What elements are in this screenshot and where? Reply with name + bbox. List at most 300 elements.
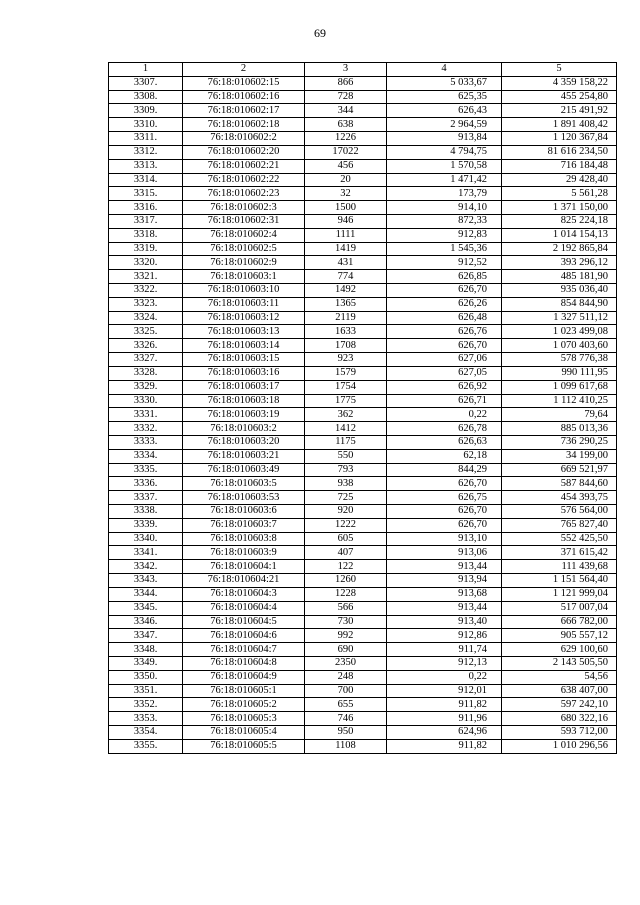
row-number-cell: 3318. xyxy=(109,228,183,242)
row-number-cell: 3325. xyxy=(109,325,183,339)
table-row xyxy=(109,491,617,505)
area-cell: 946 xyxy=(305,214,387,228)
specific-value-cell: 626,76 xyxy=(387,325,502,339)
cadastral-value-cell: 885 013,36 xyxy=(502,422,617,436)
specific-value-cell: 626,63 xyxy=(387,435,502,449)
row-number-cell: 3353. xyxy=(109,712,183,726)
cadastral-value-cell: 765 827,40 xyxy=(502,518,617,532)
table-row xyxy=(109,311,617,325)
area-cell: 344 xyxy=(305,104,387,118)
row-number-cell: 3332. xyxy=(109,422,183,436)
area-cell: 32 xyxy=(305,187,387,201)
specific-value-cell: 626,70 xyxy=(387,284,502,298)
cadastral-value-cell: 2 192 865,84 xyxy=(502,242,617,256)
cadastral-number-cell: 76:18:010602:9 xyxy=(183,256,305,270)
specific-value-cell: 1 471,42 xyxy=(387,173,502,187)
row-number-cell: 3343. xyxy=(109,574,183,588)
specific-value-cell: 627,05 xyxy=(387,366,502,380)
specific-value-cell: 911,96 xyxy=(387,712,502,726)
cadastral-number-cell: 76:18:010604:1 xyxy=(183,560,305,574)
cadastral-number-cell: 76:18:010604:5 xyxy=(183,615,305,629)
cadastral-number-cell: 76:18:010604:7 xyxy=(183,643,305,657)
cadastral-number-cell: 76:18:010605:4 xyxy=(183,726,305,740)
row-number-cell: 3348. xyxy=(109,643,183,657)
cadastral-number-cell: 76:18:010603:18 xyxy=(183,394,305,408)
area-cell: 1226 xyxy=(305,132,387,146)
cadastral-value-cell: 29 428,40 xyxy=(502,173,617,187)
cadastral-value-cell: 1 014 154,13 xyxy=(502,228,617,242)
area-cell: 2350 xyxy=(305,656,387,670)
specific-value-cell: 913,84 xyxy=(387,132,502,146)
specific-value-cell: 625,35 xyxy=(387,90,502,104)
table-row xyxy=(109,187,617,201)
specific-value-cell: 626,70 xyxy=(387,505,502,519)
table-row xyxy=(109,353,617,367)
cadastral-value-cell: 455 254,80 xyxy=(502,90,617,104)
specific-value-cell: 0,22 xyxy=(387,670,502,684)
cadastral-value-cell: 4 359 158,22 xyxy=(502,76,617,90)
table-row xyxy=(109,435,617,449)
area-cell: 605 xyxy=(305,532,387,546)
cadastral-value-cell: 638 407,00 xyxy=(502,684,617,698)
specific-value-cell: 627,06 xyxy=(387,353,502,367)
cadastral-number-cell: 76:18:010605:3 xyxy=(183,712,305,726)
cadastral-number-cell: 76:18:010603:16 xyxy=(183,366,305,380)
specific-value-cell: 626,85 xyxy=(387,270,502,284)
area-cell: 655 xyxy=(305,698,387,712)
cadastral-value-cell: 716 184,48 xyxy=(502,159,617,173)
cadastral-number-cell: 76:18:010603:17 xyxy=(183,380,305,394)
cadastral-value-cell: 454 393,75 xyxy=(502,491,617,505)
table-row xyxy=(109,574,617,588)
table-row xyxy=(109,284,617,298)
cadastral-value-cell: 79,64 xyxy=(502,408,617,422)
specific-value-cell: 626,78 xyxy=(387,422,502,436)
area-cell: 728 xyxy=(305,90,387,104)
cadastral-value-cell: 587 844,60 xyxy=(502,477,617,491)
row-number-cell: 3344. xyxy=(109,587,183,601)
area-cell: 1412 xyxy=(305,422,387,436)
cadastral-value-cell: 81 616 234,50 xyxy=(502,145,617,159)
area-cell: 938 xyxy=(305,477,387,491)
cadastral-value-cell: 935 036,40 xyxy=(502,284,617,298)
specific-value-cell: 626,92 xyxy=(387,380,502,394)
table-row xyxy=(109,422,617,436)
table-row xyxy=(109,214,617,228)
area-cell: 550 xyxy=(305,449,387,463)
row-number-cell: 3328. xyxy=(109,366,183,380)
table-row xyxy=(109,684,617,698)
cadastral-number-cell: 76:18:010602:15 xyxy=(183,76,305,90)
cadastral-number-cell: 76:18:010603:21 xyxy=(183,449,305,463)
cadastral-value-cell: 680 322,16 xyxy=(502,712,617,726)
row-number-cell: 3334. xyxy=(109,449,183,463)
area-cell: 1419 xyxy=(305,242,387,256)
cadastral-number-cell: 76:18:010603:53 xyxy=(183,491,305,505)
row-number-cell: 3316. xyxy=(109,201,183,215)
row-number-cell: 3319. xyxy=(109,242,183,256)
cadastral-value-cell: 1 121 999,04 xyxy=(502,587,617,601)
cadastral-value-cell: 215 491,92 xyxy=(502,104,617,118)
area-cell: 746 xyxy=(305,712,387,726)
table-row xyxy=(109,560,617,574)
table-row xyxy=(109,505,617,519)
cadastral-value-cell: 669 521,97 xyxy=(502,463,617,477)
cadastral-number-cell: 76:18:010604:4 xyxy=(183,601,305,615)
column-header-3: 3 xyxy=(305,63,387,77)
cadastral-number-cell: 76:18:010603:7 xyxy=(183,518,305,532)
specific-value-cell: 1 570,58 xyxy=(387,159,502,173)
area-cell: 1111 xyxy=(305,228,387,242)
cadastral-value-cell: 1 371 150,00 xyxy=(502,201,617,215)
area-cell: 456 xyxy=(305,159,387,173)
table-row xyxy=(109,173,617,187)
cadastral-value-cell: 1 023 499,08 xyxy=(502,325,617,339)
table-row xyxy=(109,587,617,601)
table-row xyxy=(109,726,617,740)
cadastral-value-cell: 371 615,42 xyxy=(502,546,617,560)
table-row xyxy=(109,270,617,284)
specific-value-cell: 626,70 xyxy=(387,518,502,532)
table-row xyxy=(109,339,617,353)
table-row xyxy=(109,145,617,159)
area-cell: 950 xyxy=(305,726,387,740)
cadastral-value-cell: 666 782,00 xyxy=(502,615,617,629)
cadastral-number-cell: 76:18:010604:21 xyxy=(183,574,305,588)
row-number-cell: 3338. xyxy=(109,505,183,519)
specific-value-cell: 912,52 xyxy=(387,256,502,270)
row-number-cell: 3307. xyxy=(109,76,183,90)
cadastral-number-cell: 76:18:010603:14 xyxy=(183,339,305,353)
row-number-cell: 3345. xyxy=(109,601,183,615)
cadastral-value-cell: 34 199,00 xyxy=(502,449,617,463)
area-cell: 730 xyxy=(305,615,387,629)
table-row xyxy=(109,256,617,270)
row-number-cell: 3323. xyxy=(109,297,183,311)
cadastral-number-cell: 76:18:010603:49 xyxy=(183,463,305,477)
area-cell: 431 xyxy=(305,256,387,270)
table-row xyxy=(109,643,617,657)
specific-value-cell: 0,22 xyxy=(387,408,502,422)
cadastral-value-cell: 593 712,00 xyxy=(502,726,617,740)
row-number-cell: 3329. xyxy=(109,380,183,394)
row-number-cell: 3322. xyxy=(109,284,183,298)
area-cell: 866 xyxy=(305,76,387,90)
cadastral-number-cell: 76:18:010604:9 xyxy=(183,670,305,684)
row-number-cell: 3315. xyxy=(109,187,183,201)
table-row xyxy=(109,132,617,146)
cadastral-number-cell: 76:18:010602:3 xyxy=(183,201,305,215)
cadastral-value-cell: 578 776,38 xyxy=(502,353,617,367)
cadastral-value-cell: 517 007,04 xyxy=(502,601,617,615)
area-cell: 1260 xyxy=(305,574,387,588)
cadastral-value-cell: 854 844,90 xyxy=(502,297,617,311)
row-number-cell: 3350. xyxy=(109,670,183,684)
cadastral-number-cell: 76:18:010602:23 xyxy=(183,187,305,201)
specific-value-cell: 913,44 xyxy=(387,560,502,574)
area-cell: 923 xyxy=(305,353,387,367)
specific-value-cell: 2 964,59 xyxy=(387,118,502,132)
specific-value-cell: 911,74 xyxy=(387,643,502,657)
table-row xyxy=(109,408,617,422)
cadastral-number-cell: 76:18:010602:16 xyxy=(183,90,305,104)
row-number-cell: 3327. xyxy=(109,353,183,367)
table-row xyxy=(109,228,617,242)
page-number: 69 xyxy=(314,26,326,40)
cadastral-number-cell: 76:18:010604:8 xyxy=(183,656,305,670)
row-number-cell: 3340. xyxy=(109,532,183,546)
row-number-cell: 3317. xyxy=(109,214,183,228)
specific-value-cell: 913,10 xyxy=(387,532,502,546)
row-number-cell: 3330. xyxy=(109,394,183,408)
area-cell: 1754 xyxy=(305,380,387,394)
cadastral-value-cell: 1 120 367,84 xyxy=(502,132,617,146)
area-cell: 407 xyxy=(305,546,387,560)
row-number-cell: 3310. xyxy=(109,118,183,132)
area-cell: 1492 xyxy=(305,284,387,298)
cadastral-value-cell: 629 100,60 xyxy=(502,643,617,657)
column-header-1: 1 xyxy=(109,63,183,77)
cadastral-number-cell: 76:18:010603:13 xyxy=(183,325,305,339)
cadastral-value-table xyxy=(108,62,617,754)
cadastral-number-cell: 76:18:010603:12 xyxy=(183,311,305,325)
cadastral-value-cell: 1 070 403,60 xyxy=(502,339,617,353)
cadastral-number-cell: 76:18:010603:11 xyxy=(183,297,305,311)
table-row xyxy=(109,615,617,629)
specific-value-cell: 913,06 xyxy=(387,546,502,560)
column-header-5: 5 xyxy=(502,63,617,77)
area-cell: 920 xyxy=(305,505,387,519)
row-number-cell: 3314. xyxy=(109,173,183,187)
area-cell: 1108 xyxy=(305,739,387,753)
cadastral-number-cell: 76:18:010603:10 xyxy=(183,284,305,298)
specific-value-cell: 626,43 xyxy=(387,104,502,118)
specific-value-cell: 4 794,75 xyxy=(387,145,502,159)
cadastral-number-cell: 76:18:010602:22 xyxy=(183,173,305,187)
row-number-cell: 3352. xyxy=(109,698,183,712)
table-row xyxy=(109,394,617,408)
table-row xyxy=(109,366,617,380)
table-row xyxy=(109,380,617,394)
row-number-cell: 3311. xyxy=(109,132,183,146)
specific-value-cell: 872,33 xyxy=(387,214,502,228)
cadastral-number-cell: 76:18:010602:18 xyxy=(183,118,305,132)
specific-value-cell: 912,86 xyxy=(387,629,502,643)
cadastral-value-cell: 111 439,68 xyxy=(502,560,617,574)
cadastral-value-cell: 552 425,50 xyxy=(502,532,617,546)
specific-value-cell: 913,40 xyxy=(387,615,502,629)
table-row xyxy=(109,201,617,215)
cadastral-value-cell: 736 290,25 xyxy=(502,435,617,449)
table-row xyxy=(109,159,617,173)
row-number-cell: 3326. xyxy=(109,339,183,353)
table-row xyxy=(109,739,617,753)
area-cell: 566 xyxy=(305,601,387,615)
table-row xyxy=(109,242,617,256)
cadastral-number-cell: 76:18:010605:1 xyxy=(183,684,305,698)
cadastral-value-cell: 597 242,10 xyxy=(502,698,617,712)
cadastral-value-cell: 5 561,28 xyxy=(502,187,617,201)
area-cell: 1222 xyxy=(305,518,387,532)
row-number-cell: 3347. xyxy=(109,629,183,643)
area-cell: 248 xyxy=(305,670,387,684)
area-cell: 1365 xyxy=(305,297,387,311)
row-number-cell: 3342. xyxy=(109,560,183,574)
table-row xyxy=(109,76,617,90)
area-cell: 1708 xyxy=(305,339,387,353)
row-number-cell: 3313. xyxy=(109,159,183,173)
specific-value-cell: 913,68 xyxy=(387,587,502,601)
row-number-cell: 3349. xyxy=(109,656,183,670)
table-row xyxy=(109,325,617,339)
cadastral-number-cell: 76:18:010602:17 xyxy=(183,104,305,118)
cadastral-value-cell: 905 557,12 xyxy=(502,629,617,643)
area-cell: 638 xyxy=(305,118,387,132)
specific-value-cell: 912,13 xyxy=(387,656,502,670)
cadastral-number-cell: 76:18:010603:1 xyxy=(183,270,305,284)
area-cell: 725 xyxy=(305,491,387,505)
area-cell: 362 xyxy=(305,408,387,422)
table-row xyxy=(109,601,617,615)
table-row xyxy=(109,518,617,532)
specific-value-cell: 626,26 xyxy=(387,297,502,311)
specific-value-cell: 912,01 xyxy=(387,684,502,698)
table-row xyxy=(109,698,617,712)
cadastral-number-cell: 76:18:010604:6 xyxy=(183,629,305,643)
table-body xyxy=(109,76,617,753)
area-cell: 1579 xyxy=(305,366,387,380)
specific-value-cell: 913,94 xyxy=(387,574,502,588)
area-cell: 992 xyxy=(305,629,387,643)
cadastral-number-cell: 76:18:010603:8 xyxy=(183,532,305,546)
cadastral-number-cell: 76:18:010602:2 xyxy=(183,132,305,146)
cadastral-value-cell: 1 327 511,12 xyxy=(502,311,617,325)
row-number-cell: 3351. xyxy=(109,684,183,698)
cadastral-number-cell: 76:18:010603:19 xyxy=(183,408,305,422)
row-number-cell: 3354. xyxy=(109,726,183,740)
cadastral-value-cell: 1 099 617,68 xyxy=(502,380,617,394)
area-cell: 1633 xyxy=(305,325,387,339)
table-row xyxy=(109,670,617,684)
cadastral-number-cell: 76:18:010602:5 xyxy=(183,242,305,256)
cadastral-number-cell: 76:18:010604:3 xyxy=(183,587,305,601)
table-row xyxy=(109,463,617,477)
table-header-row xyxy=(109,63,617,77)
cadastral-value-cell: 393 296,12 xyxy=(502,256,617,270)
cadastral-value-cell: 1 891 408,42 xyxy=(502,118,617,132)
row-number-cell: 3312. xyxy=(109,145,183,159)
table-row xyxy=(109,532,617,546)
specific-value-cell: 626,70 xyxy=(387,477,502,491)
cadastral-number-cell: 76:18:010603:2 xyxy=(183,422,305,436)
cadastral-value-cell: 54,56 xyxy=(502,670,617,684)
specific-value-cell: 626,70 xyxy=(387,339,502,353)
specific-value-cell: 5 033,67 xyxy=(387,76,502,90)
row-number-cell: 3336. xyxy=(109,477,183,491)
row-number-cell: 3324. xyxy=(109,311,183,325)
specific-value-cell: 913,44 xyxy=(387,601,502,615)
row-number-cell: 3339. xyxy=(109,518,183,532)
table-row xyxy=(109,629,617,643)
cadastral-number-cell: 76:18:010603:20 xyxy=(183,435,305,449)
table-row xyxy=(109,449,617,463)
area-cell: 2119 xyxy=(305,311,387,325)
area-cell: 20 xyxy=(305,173,387,187)
row-number-cell: 3308. xyxy=(109,90,183,104)
table-row xyxy=(109,477,617,491)
table-row xyxy=(109,546,617,560)
row-number-cell: 3320. xyxy=(109,256,183,270)
cadastral-value-cell: 825 224,18 xyxy=(502,214,617,228)
cadastral-value-cell: 990 111,95 xyxy=(502,366,617,380)
area-cell: 1175 xyxy=(305,435,387,449)
area-cell: 122 xyxy=(305,560,387,574)
specific-value-cell: 173,79 xyxy=(387,187,502,201)
cadastral-number-cell: 76:18:010603:9 xyxy=(183,546,305,560)
cadastral-number-cell: 76:18:010602:21 xyxy=(183,159,305,173)
cadastral-number-cell: 76:18:010603:15 xyxy=(183,353,305,367)
cadastral-number-cell: 76:18:010603:5 xyxy=(183,477,305,491)
row-number-cell: 3341. xyxy=(109,546,183,560)
table-row xyxy=(109,118,617,132)
cadastral-value-cell: 1 112 410,25 xyxy=(502,394,617,408)
cadastral-number-cell: 76:18:010605:5 xyxy=(183,739,305,753)
table-row xyxy=(109,297,617,311)
specific-value-cell: 1 545,36 xyxy=(387,242,502,256)
table-row xyxy=(109,656,617,670)
cadastral-value-cell: 485 181,90 xyxy=(502,270,617,284)
cadastral-number-cell: 76:18:010603:6 xyxy=(183,505,305,519)
specific-value-cell: 912,83 xyxy=(387,228,502,242)
cadastral-value-cell: 1 010 296,56 xyxy=(502,739,617,753)
row-number-cell: 3335. xyxy=(109,463,183,477)
row-number-cell: 3331. xyxy=(109,408,183,422)
table-row xyxy=(109,90,617,104)
specific-value-cell: 626,71 xyxy=(387,394,502,408)
specific-value-cell: 624,96 xyxy=(387,726,502,740)
row-number-cell: 3309. xyxy=(109,104,183,118)
row-number-cell: 3321. xyxy=(109,270,183,284)
area-cell: 793 xyxy=(305,463,387,477)
specific-value-cell: 62,18 xyxy=(387,449,502,463)
row-number-cell: 3355. xyxy=(109,739,183,753)
specific-value-cell: 626,75 xyxy=(387,491,502,505)
specific-value-cell: 911,82 xyxy=(387,739,502,753)
cadastral-number-cell: 76:18:010602:20 xyxy=(183,145,305,159)
cadastral-number-cell: 76:18:010605:2 xyxy=(183,698,305,712)
specific-value-cell: 911,82 xyxy=(387,698,502,712)
specific-value-cell: 626,48 xyxy=(387,311,502,325)
area-cell: 1775 xyxy=(305,394,387,408)
row-number-cell: 3346. xyxy=(109,615,183,629)
cadastral-value-cell: 1 151 564,40 xyxy=(502,574,617,588)
area-cell: 1500 xyxy=(305,201,387,215)
specific-value-cell: 844,29 xyxy=(387,463,502,477)
cadastral-number-cell: 76:18:010602:31 xyxy=(183,214,305,228)
row-number-cell: 3337. xyxy=(109,491,183,505)
area-cell: 17022 xyxy=(305,145,387,159)
cadastral-number-cell: 76:18:010602:4 xyxy=(183,228,305,242)
column-header-4: 4 xyxy=(387,63,502,77)
area-cell: 690 xyxy=(305,643,387,657)
cadastral-value-cell: 2 143 505,50 xyxy=(502,656,617,670)
specific-value-cell: 914,10 xyxy=(387,201,502,215)
area-cell: 774 xyxy=(305,270,387,284)
cadastral-value-cell: 576 564,00 xyxy=(502,505,617,519)
table-row xyxy=(109,712,617,726)
row-number-cell: 3333. xyxy=(109,435,183,449)
table-row xyxy=(109,104,617,118)
